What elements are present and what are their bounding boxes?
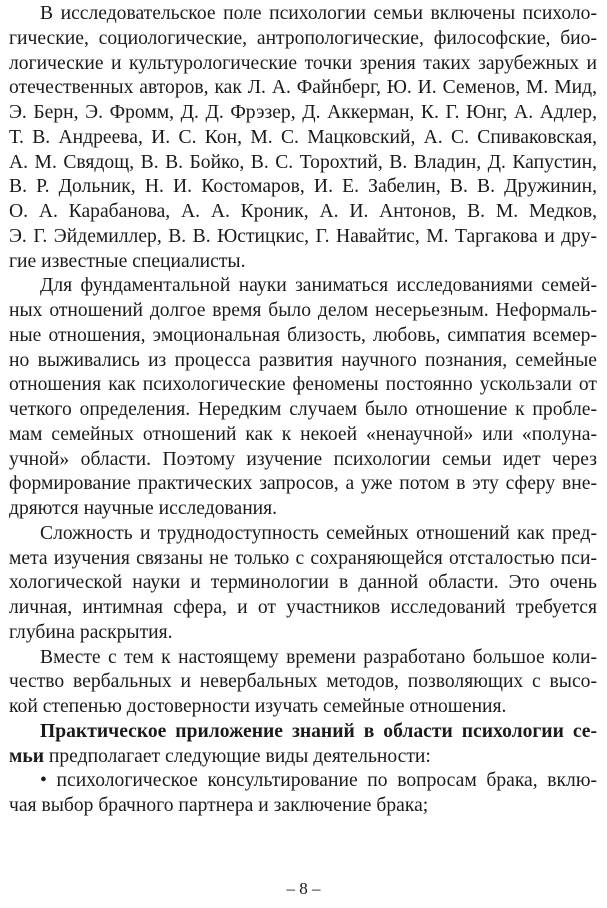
text-line: Сложность и труднодоступность семейных отношений как пред- bbox=[40, 522, 597, 544]
text-line: Вместе с тем к настоящему времени разработано большое коли- bbox=[40, 646, 597, 668]
list-item bbox=[9, 769, 597, 819]
text-line: четкого определения. Нередким случаем было отношение к пробле- bbox=[9, 399, 597, 420]
text-line: мам семейных отношений как к некоей «ненаучной» или «полуна- bbox=[9, 423, 597, 445]
text-span: психологическое консультирование по вопросам брака, вклю- bbox=[46, 770, 597, 792]
text-line: личная, интимная сфера, и от участников исследований требуется bbox=[9, 597, 597, 618]
paragraph-research-field bbox=[9, 2, 597, 274]
text-line: глубина раскрытия. bbox=[9, 621, 173, 643]
text-line: мета изучения связаны не только с сохраняющейся отсталостью пси- bbox=[9, 547, 597, 569]
paragraph-practical-application bbox=[9, 720, 597, 770]
text-line: В. Р. Дольник, Н. И. Костомаров, И. Е. Забелин, В. В. Дружинин, bbox=[9, 176, 597, 198]
paragraph-fundamental-science bbox=[9, 274, 597, 522]
page-number: – 8 – bbox=[286, 879, 321, 898]
text-line: А. М. Свядощ, В. В. Бойко, В. С. Торохтий, В. Владин, Д. Капустин, bbox=[9, 151, 597, 173]
text-line: формирование практических запросов, а уже потом в эту сферу вне- bbox=[9, 473, 597, 495]
text-line: хологической науки и терминологии в данной области. Это очень bbox=[9, 572, 597, 594]
text-line: чая выбор брачного партнера и заключение брака; bbox=[9, 795, 429, 816]
text-line: гие известные специалисты. bbox=[9, 250, 246, 272]
text-line: гические, социологические, антропологические, философские, био- bbox=[9, 27, 597, 49]
text-line: кой степенью достоверности изучать семейные отношения. bbox=[9, 696, 507, 717]
text-span: предполагает следующие виды деятельности: bbox=[44, 745, 431, 767]
text-line: Э. Г. Эйдемиллер, В. В. Юстицкис, Г. Навайтис, М. Таргакова и дру- bbox=[9, 225, 597, 247]
text-line bbox=[9, 720, 597, 745]
text-line: отечественных авторов, как Л. А. Файнберг, Ю. И. Семенов, М. Мид, bbox=[9, 77, 597, 99]
bold-term: Практическое приложение знаний в области психологии се- bbox=[40, 720, 597, 742]
text-line: но выживались из процесса развития научного познания, семейные bbox=[9, 349, 597, 371]
text-line: логические и культурологические точки зрения таких зарубежных и bbox=[9, 52, 597, 74]
text-line: отношения как психологические феномены постоянно ускользали от bbox=[9, 374, 597, 396]
text-line: В исследовательское поле психологии семьи включены психоло- bbox=[40, 3, 597, 24]
text-line: учной» области. Поэтому изучение психологии семьи идет через bbox=[9, 448, 597, 470]
paragraph-complexity bbox=[9, 522, 597, 646]
main-text bbox=[9, 2, 597, 819]
bold-term: мьи bbox=[9, 745, 44, 767]
paragraph-methods bbox=[9, 646, 597, 720]
bullet-icon: • bbox=[40, 770, 47, 792]
text-line: Т. В. Андреева, И. С. Кон, М. С. Мацковский, А. С. Спиваковская, bbox=[9, 126, 597, 148]
text-line: чество вербальных и невербальных методов, позволяющих с высо- bbox=[9, 671, 597, 693]
text-line: ные отношения, эмоциональная близость, любовь, симпатия всемер- bbox=[9, 324, 597, 346]
text-line: ных отношений долгое время было делом несерьезным. Неформаль- bbox=[9, 300, 597, 321]
text-line: дряются научные исследования. bbox=[9, 498, 278, 519]
text-line bbox=[9, 745, 597, 770]
text-line: Э. Берн, Э. Фромм, Д. Д. Фрэзер, Д. Аккерман, К. Г. Юнг, А. Адлер, bbox=[9, 102, 597, 123]
text-line bbox=[9, 769, 597, 794]
text-line: Для фундаментальной науки заниматься исследованиями семей- bbox=[40, 275, 597, 297]
text-line: О. А. Карабанова, А. А. Кроник, А. И. Антонов, В. М. Медков, bbox=[9, 201, 597, 222]
